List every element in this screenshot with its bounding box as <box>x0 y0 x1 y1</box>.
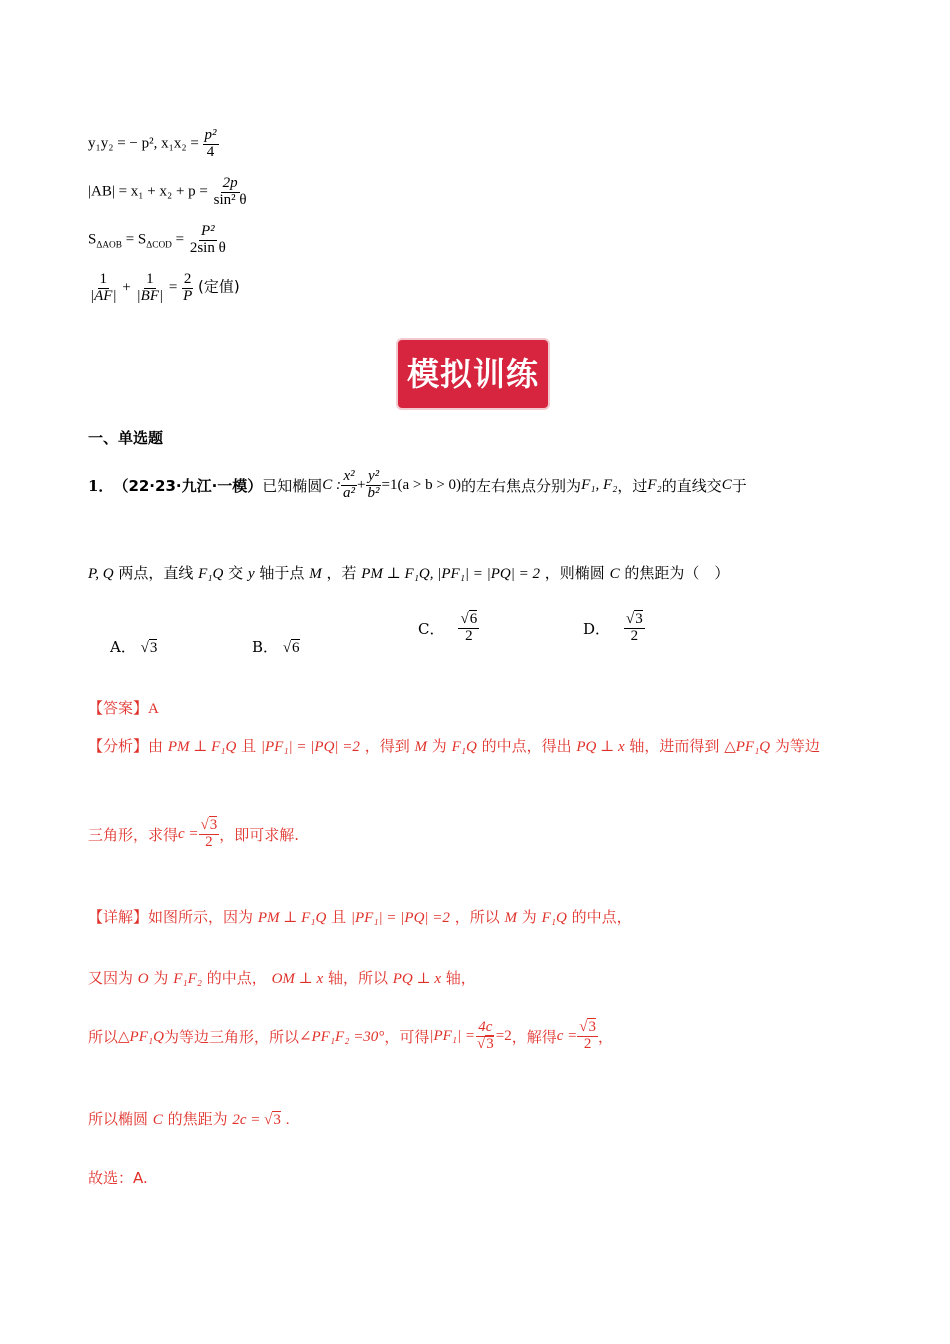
option-a[interactable]: A． √3 <box>110 638 158 656</box>
detail-line-1: 【详解】如图所示，因为 PM ⊥ F₁Q 且 |PF₁| = |PQ| =2 ，所以 M 为 F₁Q 的中点， <box>88 908 632 926</box>
detail-line-2: 又因为 O 为 F₁F₂ 的中点， OM ⊥ x 轴，所以 PQ ⊥ x 轴， <box>88 969 476 987</box>
analysis-line-1: 【分析】由 PM ⊥ F₁Q 且 |PF₁| = |PQ| =2 ，得到 M 为 F₁Q 的中点，得出 PQ ⊥ x 轴，进而得到 △PF₁Q 为等边 <box>88 737 820 755</box>
option-c[interactable]: C． $\frac{√6}{2}$ <box>418 611 478 644</box>
answer-line: 【答案】A <box>88 699 159 717</box>
question-line-1: 1． （22·23·九江·一模） 已知椭圆 C : $\frac{\text{x²}}{\text{a²}}$ + $\frac{\text{y²}}{\text{b²}}$ =1(a > b > 0) 的左右焦点分别为 F₁, F₂ ，过 F₂ 的直线交 C 于 <box>88 467 747 501</box>
conclusion: 故选：A. <box>88 1169 148 1187</box>
formula-product-left: y₁y₂ = − p², x₁x₂ = <box>88 135 203 152</box>
formula-product-frac: $\frac{\text{p²}}{4}$ <box>204 127 217 160</box>
formula-area-frac: $\frac{\text{P²}}{\text{2sin θ}}$ <box>189 223 226 256</box>
option-b[interactable]: B． √6 <box>252 638 300 656</box>
question-line-2: P, Q 两点，直线 F₁Q 交 y 轴于点 M ，若 PM ⊥ F₁Q, |PF₁| = |PQ| = 2 ，则椭圆 C 的焦距为（ ） <box>88 564 730 582</box>
question-number: 1． <box>88 476 114 495</box>
section-title: 一、单选题 <box>88 429 164 447</box>
question-source: （22·23·九江·一模） <box>113 476 263 495</box>
option-d[interactable]: D． $\frac{√3}{2}$ <box>583 611 643 644</box>
formula-chord: |AB| = x₁ + x₂ + p = $\frac{2p}{\text{sin² θ}}$ <box>88 175 247 208</box>
formula-chord-frac: $\frac{2p}{\text{sin² θ}}$ <box>213 175 247 208</box>
formula-reciprocal: $\frac{1}{|AF|}$ + $\frac{1}{|BF|}$ = $\frac{2}{P}$ (定值) <box>90 271 240 304</box>
banner-label: 模拟训练 <box>406 355 539 393</box>
detail-line-4: 所以椭圆 C 的焦距为 2c = √3 . <box>88 1110 290 1128</box>
fixed-value-note: (定值) <box>198 277 240 296</box>
detail-line-3: 所以 △PF₁Q 为等边三角形，所以 ∠PF₁F₂ =30° ，可得 |PF₁| = $\frac{4c}{√3}$ =2 ，解得 c = $\frac{√3}{2}$ ， <box>88 1019 613 1052</box>
section-banner <box>398 340 548 408</box>
formula-area: $S_{\Delta AOB} = S_{\Delta COD}$ = $\frac{\text{P²}}{\text{2sin θ}}$ <box>88 223 226 256</box>
answer-value: A <box>148 701 159 717</box>
analysis-line-2: 三角形，求得 c = $\frac{√3}{2}$ ，即可求解. <box>88 817 300 850</box>
formula-product <box>88 128 219 161</box>
